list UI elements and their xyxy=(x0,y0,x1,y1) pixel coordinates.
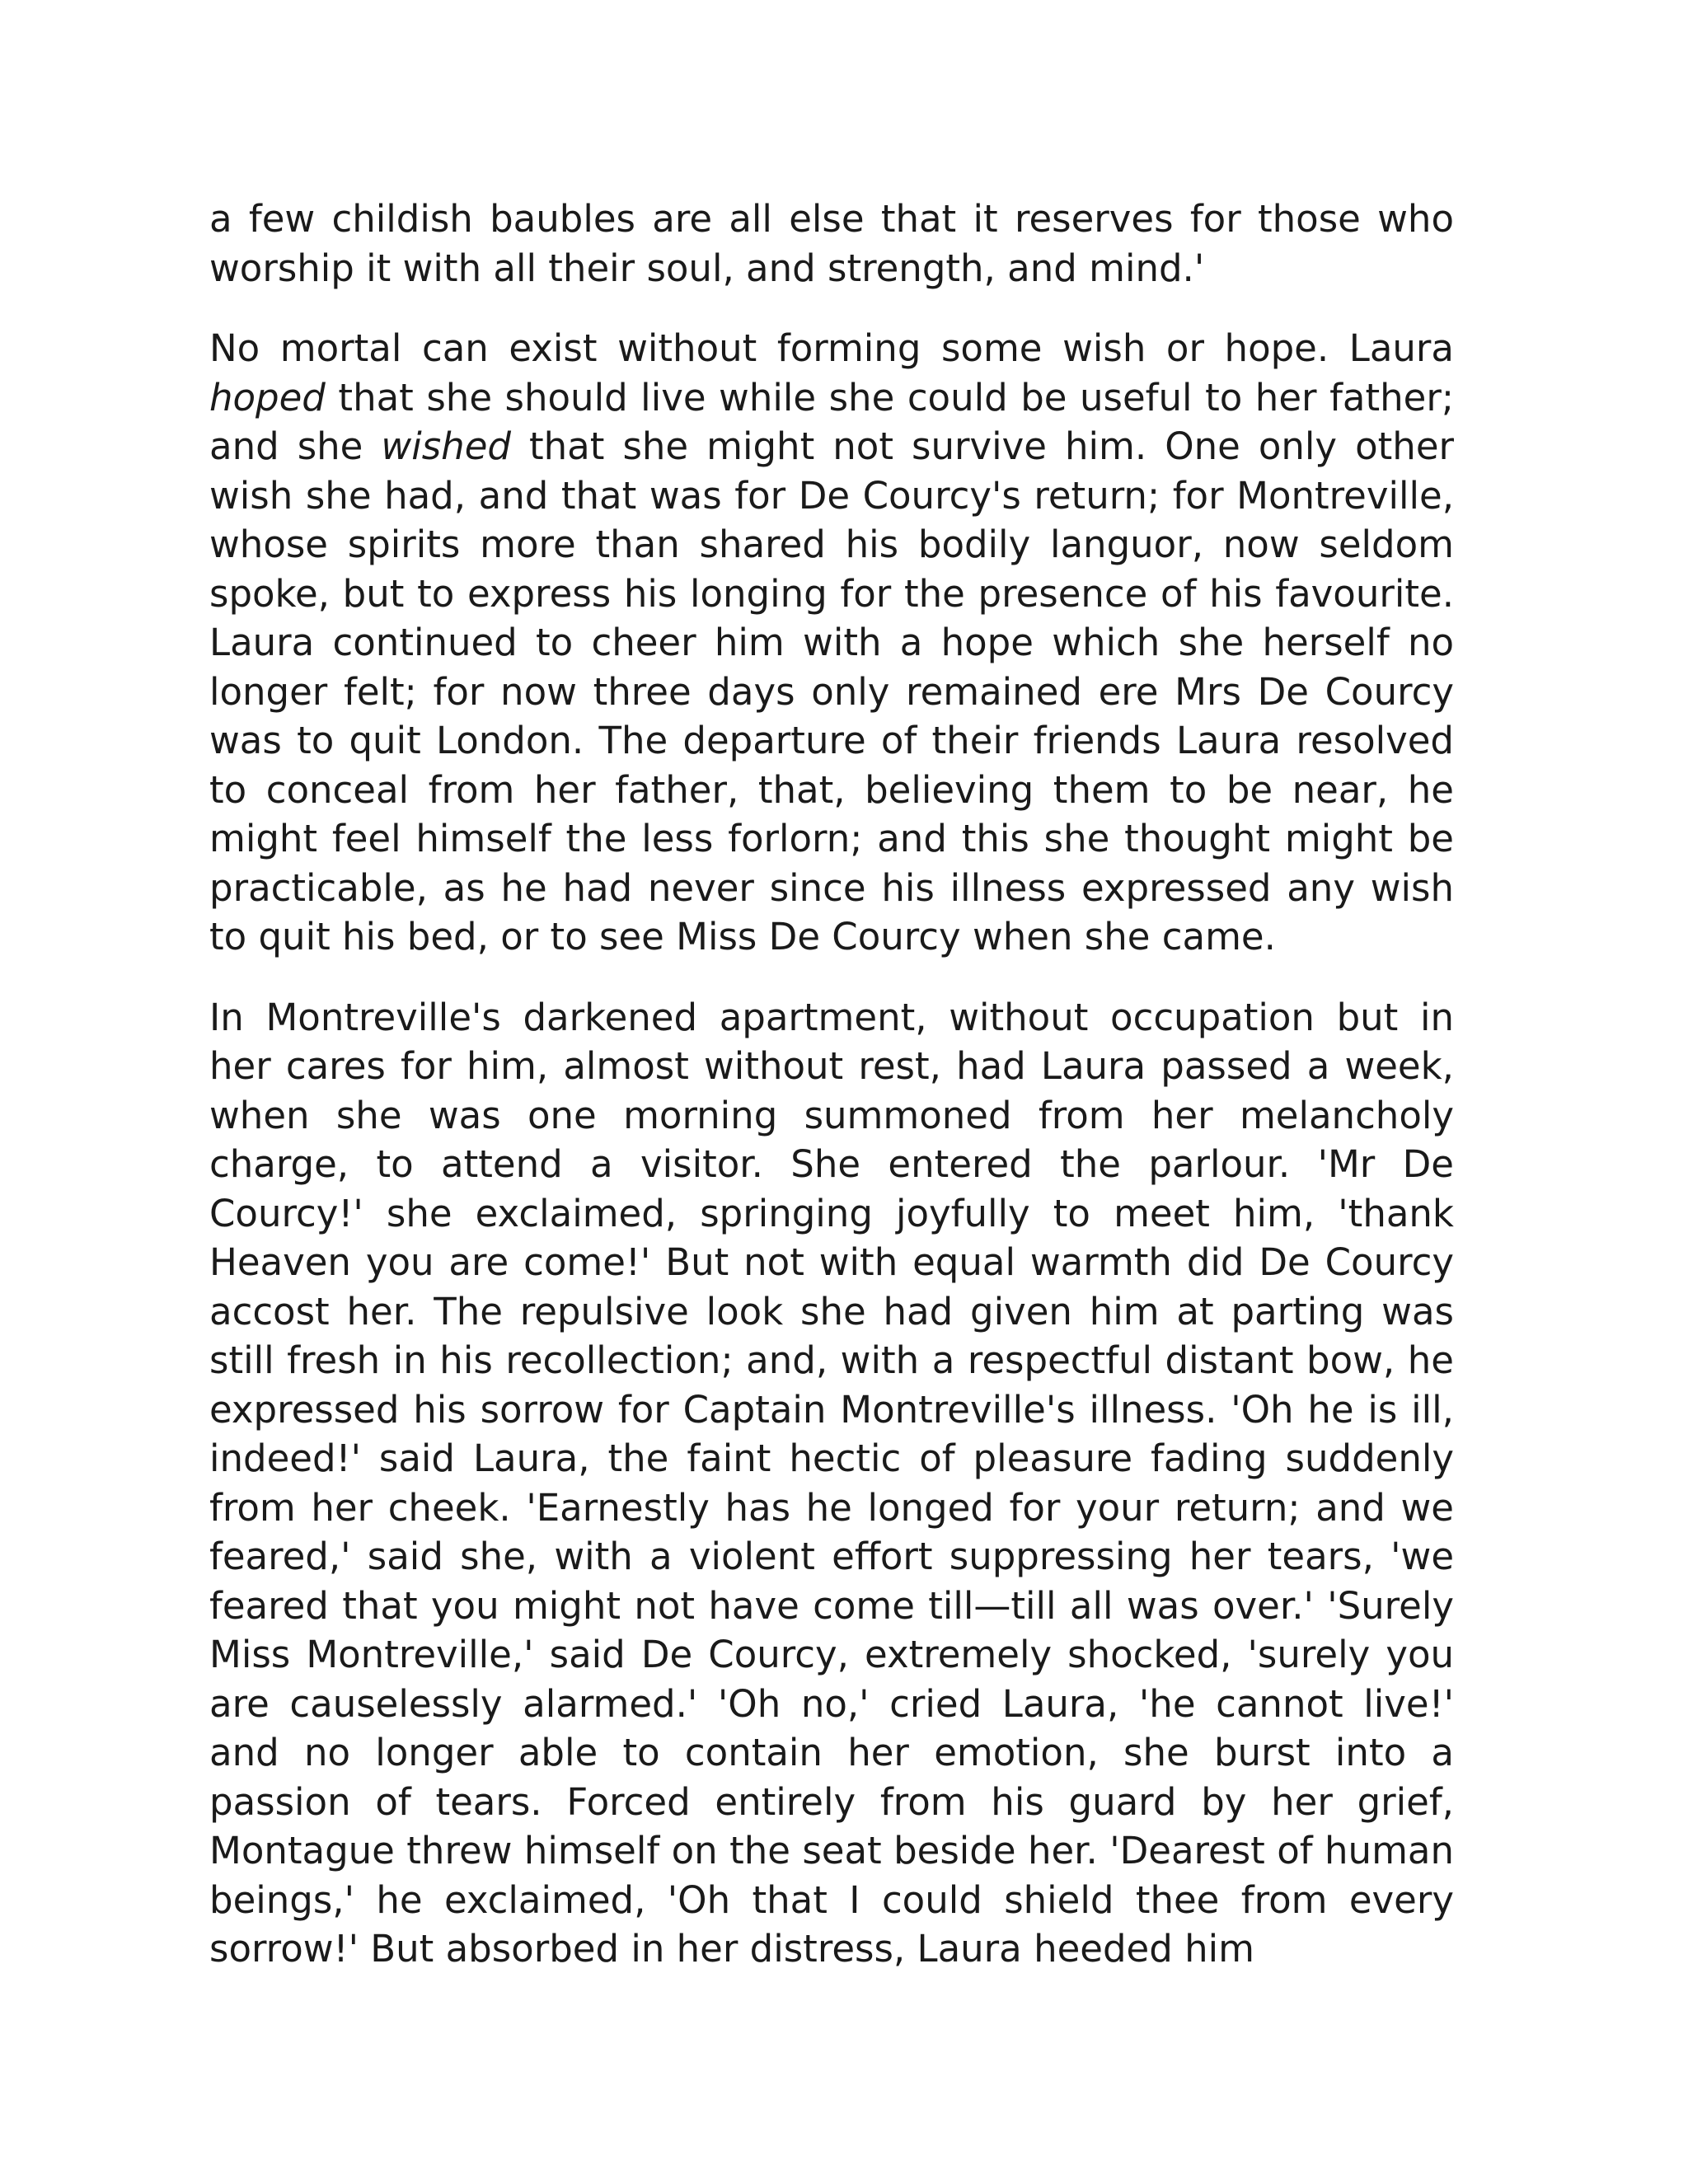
paragraph-2-text-b: that she should live while she could be useful to her father; and she xyxy=(209,375,1454,468)
italic-hoped: hoped xyxy=(209,375,326,419)
body-text xyxy=(209,194,1454,2005)
paragraph-1-text: a few childish baubles are all else that it reserves for those who worship it with all their soul, and strength, and mind.' xyxy=(209,197,1454,290)
italic-wished: wished xyxy=(381,424,511,468)
paragraph-2 xyxy=(209,324,1454,962)
paragraph-3-text: In Montreville's darkened apartment, without occupation but in her cares for him, almost without rest, had Laura passed a week, when she was one morning summoned from her melancholy charge, to attend a visitor. She entered the parlour. 'Mr De Courcy!' she exclaimed, springing joyfully to meet him, 'thank Heaven you are come!' But not with equal warmth did De Courcy accost her. The repulsive look she had given him at parting was still fresh in his recollection; and, with a respectful distant bow, he expressed his sorrow for Captain Montreville's illness. 'Oh he is ill, indeed!' said Laura, the faint hectic of pleasure fading suddenly from her cheek. 'Earnestly has he longed for your return; and we feared,' said she, with a violent effort suppressing her tears, 'we feared that you might not have come till—till all was over.' 'Surely Miss Montreville,' said De Courcy, extremely shocked, 'surely you are causelessly alarmed.' 'Oh no,' cried Laura, 'he cannot live!' and no longer able to contain her emotion, she burst into a passion of tears. Forced entirely from his guard by her grief, Montague threw himself on the seat beside her. 'Dearest of human beings,' he exclaimed, 'Oh that I could shield thee from every sorrow!' But absorbed in her distress, Laura heeded him xyxy=(209,995,1454,1971)
paragraph-2-text-a: No mortal can exist without forming some wish or hope. Laura xyxy=(209,326,1454,370)
paragraph-3 xyxy=(209,993,1454,1974)
paragraph-1 xyxy=(209,194,1454,293)
paragraph-2-text-c: that she might not survive him. One only other wish she had, and that was for De Courcy's return; for Montreville, whose spirits more than shared his bodily languor, now seldom spoke, but to express his longing for the presence of his favourite. Laura continued to cheer him with a hope which she herself no longer felt; for now three days only remained ere Mrs De Courcy was to quit London. The departure of their friends Laura resolved to conceal from her father, that, believing them to be near, he might feel himself the less forlorn; and this she thought might be practicable, as he had never since his illness expressed any wish to quit his bed, or to see Miss De Courcy when she came. xyxy=(209,424,1454,958)
